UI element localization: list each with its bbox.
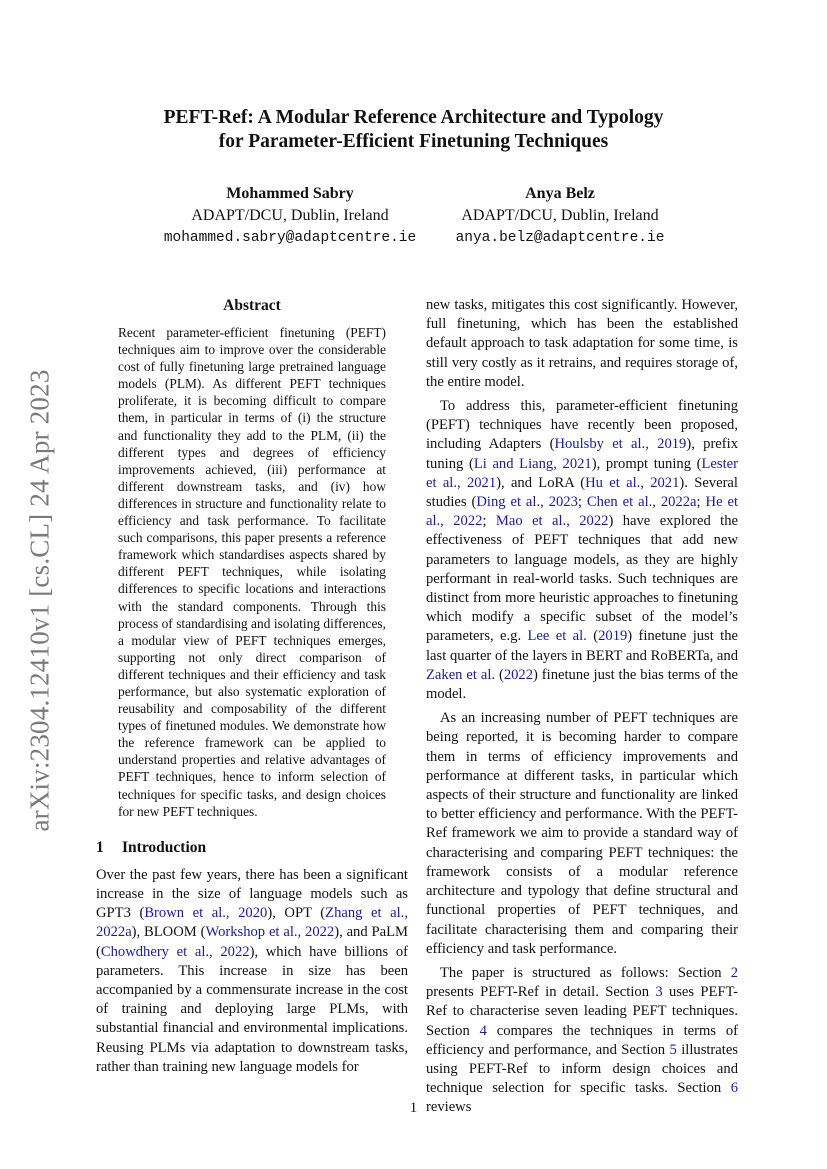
text-run: ), and LoRA ( <box>496 474 586 491</box>
citation-link[interactable]: Mao et al., 2022 <box>495 513 609 530</box>
text-run: compares the techniques in terms of efficiency and performance, and Section <box>426 1022 738 1058</box>
author-block-1 <box>140 183 440 249</box>
text-run: illustrates using PEFT-Ref to inform design choices and technique selection for specific tasks. Section <box>426 1041 738 1097</box>
citation-link[interactable]: Lester et al., 2021 <box>426 455 738 491</box>
section-link[interactable]: 5 <box>669 1041 677 1058</box>
text-run: ) have explored the effectiveness of PEFT techniques that add new parameters to language models, as they are highly performant in real-world tasks. Such techniques are distinct from more heuristic approaches to finetuning which modify a specific subset of the model’s parameters, e.g. <box>426 513 738 645</box>
citation-link[interactable]: Brown et al., 2020 <box>144 905 268 922</box>
text-run: ( <box>586 628 599 645</box>
text-run: reviews <box>426 1099 472 1116</box>
text-run: ), OPT ( <box>267 905 326 922</box>
citation-link[interactable]: Chen et al., 2022a <box>586 494 697 511</box>
text-run: uses PEFT-Ref to characterise seven leading PEFT techniques. Section <box>426 984 739 1039</box>
text-run: ) finetune just the bias terms of the model. <box>426 666 738 703</box>
left-column <box>96 296 408 1077</box>
intro-paragraph-1-continued: new tasks, mitigates this cost significantly. However, full finetuning, which has been the established default approach to task adaptation for some time, is still very costly as it retrains, and requires storage of, the entire model. <box>426 297 738 390</box>
text-run: ( <box>495 666 504 683</box>
text-run: ), which have billions of parameters. This increase in size has been accompanied by a commensurate increase in the cost of training and deploying large PLMs, with substantial financial and environmental implications. Reusing PLMs via adaptation to downstream tasks, rather than training new language models for <box>96 943 408 1075</box>
citation-link[interactable]: Li and Liang, 2021 <box>473 455 592 472</box>
paper-title <box>90 106 737 154</box>
section-number: 1 <box>96 838 104 856</box>
citation-link[interactable]: 2019 <box>598 628 628 645</box>
section-link[interactable]: 6 <box>730 1080 738 1097</box>
text-run: The paper is structured as follows: Section <box>440 964 731 981</box>
section-link[interactable]: 4 <box>479 1022 487 1039</box>
arxiv-identifier: arXiv:2304.12410v1 [cs.CL] 24 Apr 2023 <box>24 368 55 832</box>
text-run: ), prefix tuning ( <box>426 436 738 472</box>
text-run: Over the past few years, there has been a significant increase in the size of language models such as GPT3 ( <box>96 866 408 922</box>
intro-paragraph-3: As an increasing number of PEFT techniques are being reported, it is becoming harder to compare them in terms of efficiency improvements and performance at different tasks, in particular which aspects of their structure and functionality are linked to better efficiency and performance. With the PEFT-Ref framework we aim to provide a standard way of characterising and comparing PEFT techniques: the framework consists of a modular reference architecture and typology that define structural and functional properties of PEFT techniques, and facilitate characterising them and comparing their efficiency and task performance. <box>426 710 738 957</box>
author-email: anya.belz@adaptcentre.ie <box>455 230 665 246</box>
section-title: Introduction <box>122 838 207 856</box>
title-line-2: for Parameter-Efficient Finetuning Techniques <box>218 131 609 152</box>
citation-link[interactable]: Hu et al., 2021 <box>585 474 680 491</box>
text-run: ). Several studies ( <box>426 474 738 511</box>
text-run: ), and PaLM ( <box>96 924 408 960</box>
author-name: Mohammed Sabry <box>226 185 354 202</box>
author-block-2 <box>410 183 710 249</box>
intro-paragraph-1 <box>96 866 408 1077</box>
citation-link[interactable]: 2022 <box>503 666 534 683</box>
citation-link[interactable]: Lee et al. <box>527 628 587 645</box>
text-run: ), BLOOM ( <box>131 924 206 941</box>
author-affiliation: ADAPT/DCU, Dublin, Ireland <box>191 207 389 224</box>
section-heading-introduction <box>96 838 408 858</box>
section-link[interactable]: 3 <box>655 984 663 1001</box>
citation-link[interactable]: He et al., 2022 <box>426 494 739 530</box>
citation-link[interactable]: Houlsby et al., 2019 <box>554 436 687 453</box>
citation-link[interactable]: Chowdhery et al., 2022 <box>100 943 250 960</box>
intro-paragraph-2 <box>426 397 738 704</box>
text-run: ; <box>577 494 587 511</box>
text-run: ), prompt tuning ( <box>591 455 702 472</box>
text-run: To address this, parameter-efficient finetuning (PEFT) techniques have recently been proposed, including Adapters ( <box>426 398 738 453</box>
text-run: ) finetune just the last quarter of the layers in BERT and RoBERTa, and <box>426 628 739 664</box>
intro-paragraph-4 <box>426 964 738 1118</box>
section-link[interactable]: 2 <box>730 964 738 981</box>
citation-link[interactable]: Workshop et al., 2022 <box>205 924 335 941</box>
author-affiliation: ADAPT/DCU, Dublin, Ireland <box>461 207 659 224</box>
right-column <box>426 296 738 1118</box>
text-run: ; <box>482 513 496 530</box>
author-name: Anya Belz <box>525 185 595 202</box>
citation-link[interactable]: Ding et al., 2023 <box>476 494 578 511</box>
citation-link[interactable]: Zhang et al., 2022a <box>96 905 408 941</box>
abstract-heading: Abstract <box>223 297 281 314</box>
text-run: ; <box>696 494 706 511</box>
arxiv-stamp <box>18 350 62 850</box>
abstract-text: Recent parameter-efficient finetuning (PEFT) techniques aim to improve over the considerable cost of fully finetuning large pretrained language models (PLM). As different PEFT techniques proliferate, it is becoming difficult to compare them, in particular in terms of (i) the structure and functionality they add to the PLM, (ii) the different types and degrees of efficiency improvements achieved, (iii) performance at different downstream tasks, and (iv) how differences in structure and functionality relate to efficiency and task performance. To facilitate such comparisons, this paper presents a reference framework which standardises aspects shared by different PEFT techniques, while isolating differences to specific locations and interactions with the standard components. Through this process of standardising and isolating differences, a modular view of PEFT techniques emerges, supporting not only direct comparison of different techniques and their efficiency and task performance, but also systematic exploration of reusability and composability of the different types of finetuned modules. We demonstrate how the reference framework can be applied to understand properties and relative advantages of PEFT techniques, hence to inform selection of techniques for specific tasks, and design choices for new PEFT techniques. <box>118 325 386 819</box>
author-email: mohammed.sabry@adaptcentre.ie <box>163 230 417 246</box>
text-run: presents PEFT-Ref in detail. Section <box>426 984 656 1001</box>
page-number: 1 <box>409 1100 418 1116</box>
citation-link[interactable]: Zaken et al. <box>426 666 496 683</box>
title-line-1: PEFT-Ref: A Modular Reference Architecture and Typology <box>163 107 664 128</box>
